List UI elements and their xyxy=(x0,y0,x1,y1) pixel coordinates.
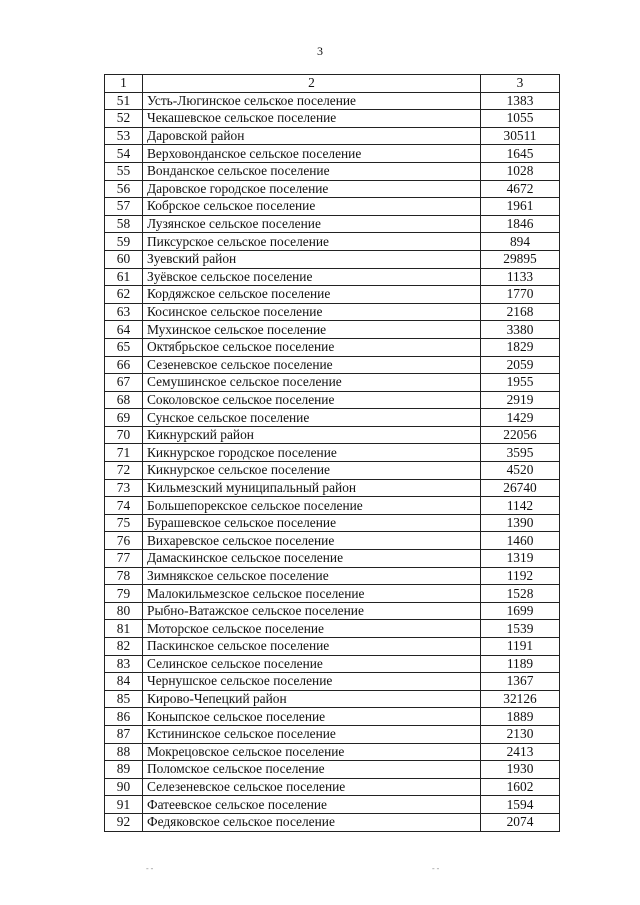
row-number: 83 xyxy=(105,655,143,673)
settlement-name: Сезеневское сельское поселение xyxy=(143,356,481,374)
table-row xyxy=(105,708,560,726)
settlement-name: Семушинское сельское поселение xyxy=(143,374,481,392)
settlement-name: Кикнурское городское поселение xyxy=(143,444,481,462)
population-value: 1594 xyxy=(481,796,560,814)
table-row xyxy=(105,162,560,180)
row-number: 56 xyxy=(105,180,143,198)
settlement-name: Кобрское сельское поселение xyxy=(143,198,481,216)
table-row xyxy=(105,409,560,427)
settlement-name: Даровской район xyxy=(143,127,481,145)
settlement-name: Дамаскинское сельское поселение xyxy=(143,550,481,568)
table-row xyxy=(105,110,560,128)
row-number: 52 xyxy=(105,110,143,128)
row-number: 60 xyxy=(105,250,143,268)
table-row xyxy=(105,374,560,392)
table-row xyxy=(105,233,560,251)
table-row xyxy=(105,180,560,198)
population-value: 1319 xyxy=(481,550,560,568)
table-row xyxy=(105,778,560,796)
settlement-name: Чернушское сельское поселение xyxy=(143,673,481,691)
table-row xyxy=(105,638,560,656)
row-number: 62 xyxy=(105,286,143,304)
population-value: 1055 xyxy=(481,110,560,128)
row-number: 59 xyxy=(105,233,143,251)
table-row xyxy=(105,444,560,462)
settlement-name: Зуёвское сельское поселение xyxy=(143,268,481,286)
table-row xyxy=(105,286,560,304)
settlement-name: Зуевский район xyxy=(143,250,481,268)
population-value: 1367 xyxy=(481,673,560,691)
table-row xyxy=(105,497,560,515)
population-value: 29895 xyxy=(481,250,560,268)
row-number: 72 xyxy=(105,462,143,480)
population-value: 1142 xyxy=(481,497,560,515)
table-row xyxy=(105,462,560,480)
settlement-name: Моторское сельское поселение xyxy=(143,620,481,638)
row-number: 88 xyxy=(105,743,143,761)
settlement-name: Лузянское сельское поселение xyxy=(143,215,481,233)
row-number: 90 xyxy=(105,778,143,796)
settlement-name: Кстининское сельское поселение xyxy=(143,725,481,743)
settlement-name: Федяковское сельское поселение xyxy=(143,813,481,831)
population-value: 1191 xyxy=(481,638,560,656)
table-row xyxy=(105,338,560,356)
settlement-name: Вихаревское сельское поселение xyxy=(143,532,481,550)
page-number: 3 xyxy=(317,44,323,58)
table-row xyxy=(105,620,560,638)
settlement-name: Большепорекское сельское поселение xyxy=(143,497,481,515)
population-value: 1699 xyxy=(481,602,560,620)
population-value: 894 xyxy=(481,233,560,251)
table-row xyxy=(105,532,560,550)
population-value: 3380 xyxy=(481,321,560,339)
row-number: 66 xyxy=(105,356,143,374)
column-header-value: 3 xyxy=(481,75,560,93)
settlement-name: Косинское сельское поселение xyxy=(143,303,481,321)
population-value: 1192 xyxy=(481,567,560,585)
table-row xyxy=(105,391,560,409)
row-number: 51 xyxy=(105,92,143,110)
settlement-name: Даровское городское поселение xyxy=(143,180,481,198)
settlement-name: Селезеневское сельское поселение xyxy=(143,778,481,796)
row-number: 80 xyxy=(105,602,143,620)
settlement-name: Паскинское сельское поселение xyxy=(143,638,481,656)
population-value: 1028 xyxy=(481,162,560,180)
row-number: 85 xyxy=(105,690,143,708)
settlement-name: Кильмезский муниципальный район xyxy=(143,479,481,497)
column-header-name: 2 xyxy=(143,75,481,93)
table-row xyxy=(105,813,560,831)
population-value: 1383 xyxy=(481,92,560,110)
settlement-name: Кордяжское сельское поселение xyxy=(143,286,481,304)
table-row xyxy=(105,567,560,585)
table-row xyxy=(105,585,560,603)
population-value: 1829 xyxy=(481,338,560,356)
settlement-name: Верховонданское сельское поселение xyxy=(143,145,481,163)
settlement-name: Фатеевское сельское поселение xyxy=(143,796,481,814)
settlement-name: Соколовское сельское поселение xyxy=(143,391,481,409)
population-value: 2130 xyxy=(481,725,560,743)
row-number: 77 xyxy=(105,550,143,568)
population-value: 32126 xyxy=(481,690,560,708)
population-value: 2168 xyxy=(481,303,560,321)
settlement-name: Кикнурский район xyxy=(143,426,481,444)
population-value: 1429 xyxy=(481,409,560,427)
table-row xyxy=(105,550,560,568)
table-body xyxy=(105,92,560,831)
row-number: 87 xyxy=(105,725,143,743)
population-value: 22056 xyxy=(481,426,560,444)
row-number: 81 xyxy=(105,620,143,638)
population-value: 2059 xyxy=(481,356,560,374)
row-number: 64 xyxy=(105,321,143,339)
population-value: 2919 xyxy=(481,391,560,409)
table-row xyxy=(105,761,560,779)
table-row xyxy=(105,690,560,708)
population-value: 1961 xyxy=(481,198,560,216)
population-value: 1645 xyxy=(481,145,560,163)
population-value: 1889 xyxy=(481,708,560,726)
table-row xyxy=(105,743,560,761)
row-number: 68 xyxy=(105,391,143,409)
row-number: 70 xyxy=(105,426,143,444)
row-number: 63 xyxy=(105,303,143,321)
population-value: 3595 xyxy=(481,444,560,462)
population-value: 1460 xyxy=(481,532,560,550)
row-number: 65 xyxy=(105,338,143,356)
table-row xyxy=(105,145,560,163)
row-number: 69 xyxy=(105,409,143,427)
table-row xyxy=(105,602,560,620)
population-table xyxy=(104,74,560,832)
row-number: 79 xyxy=(105,585,143,603)
settlement-name: Мухинское сельское поселение xyxy=(143,321,481,339)
settlement-name: Пиксурское сельское поселение xyxy=(143,233,481,251)
population-value: 1539 xyxy=(481,620,560,638)
settlement-name: Кикнурское сельское поселение xyxy=(143,462,481,480)
population-value: 26740 xyxy=(481,479,560,497)
row-number: 75 xyxy=(105,514,143,532)
population-value: 1930 xyxy=(481,761,560,779)
population-value: 1846 xyxy=(481,215,560,233)
settlement-name: Селинское сельское поселение xyxy=(143,655,481,673)
table-row xyxy=(105,655,560,673)
row-number: 73 xyxy=(105,479,143,497)
population-value: 1390 xyxy=(481,514,560,532)
row-number: 89 xyxy=(105,761,143,779)
settlement-name: Кирово-Чепецкий район xyxy=(143,690,481,708)
table-row xyxy=(105,321,560,339)
population-value: 1528 xyxy=(481,585,560,603)
row-number: 76 xyxy=(105,532,143,550)
row-number: 61 xyxy=(105,268,143,286)
population-value: 1189 xyxy=(481,655,560,673)
population-value: 4672 xyxy=(481,180,560,198)
population-value: 30511 xyxy=(481,127,560,145)
population-value: 1133 xyxy=(481,268,560,286)
row-number: 57 xyxy=(105,198,143,216)
row-number: 92 xyxy=(105,813,143,831)
population-value: 1955 xyxy=(481,374,560,392)
settlement-name: Октябрьское сельское поселение xyxy=(143,338,481,356)
column-header-number: 1 xyxy=(105,75,143,93)
row-number: 71 xyxy=(105,444,143,462)
table-row xyxy=(105,268,560,286)
settlement-name: Сунское сельское поселение xyxy=(143,409,481,427)
table-row xyxy=(105,356,560,374)
table-row xyxy=(105,725,560,743)
row-number: 82 xyxy=(105,638,143,656)
table-row xyxy=(105,127,560,145)
settlement-name: Мокрецовское сельское поселение xyxy=(143,743,481,761)
row-number: 78 xyxy=(105,567,143,585)
scan-mark-left: - - xyxy=(146,864,154,873)
row-number: 74 xyxy=(105,497,143,515)
table-header-row xyxy=(105,75,560,93)
scan-mark-right: - - xyxy=(432,864,440,873)
row-number: 91 xyxy=(105,796,143,814)
row-number: 53 xyxy=(105,127,143,145)
row-number: 86 xyxy=(105,708,143,726)
settlement-name: Коныпское сельское поселение xyxy=(143,708,481,726)
settlement-name: Поломское сельское поселение xyxy=(143,761,481,779)
table-row xyxy=(105,426,560,444)
table-row xyxy=(105,198,560,216)
table-row xyxy=(105,514,560,532)
row-number: 55 xyxy=(105,162,143,180)
table-row xyxy=(105,215,560,233)
settlement-name: Чекашевское сельское поселение xyxy=(143,110,481,128)
settlement-name: Бурашевское сельское поселение xyxy=(143,514,481,532)
population-value: 1770 xyxy=(481,286,560,304)
row-number: 67 xyxy=(105,374,143,392)
population-value: 4520 xyxy=(481,462,560,480)
table-row xyxy=(105,479,560,497)
settlement-name: Рыбно-Ватажское сельское поселение xyxy=(143,602,481,620)
settlement-name: Усть-Люгинское сельское поселение xyxy=(143,92,481,110)
row-number: 84 xyxy=(105,673,143,691)
table-row xyxy=(105,796,560,814)
population-value: 2074 xyxy=(481,813,560,831)
table-row xyxy=(105,303,560,321)
settlement-name: Зимнякское сельское поселение xyxy=(143,567,481,585)
row-number: 58 xyxy=(105,215,143,233)
table-row xyxy=(105,250,560,268)
settlement-name: Вонданское сельское поселение xyxy=(143,162,481,180)
population-value: 2413 xyxy=(481,743,560,761)
table-row xyxy=(105,92,560,110)
population-value: 1602 xyxy=(481,778,560,796)
row-number: 54 xyxy=(105,145,143,163)
settlement-name: Малокильмезское сельское поселение xyxy=(143,585,481,603)
table-row xyxy=(105,673,560,691)
